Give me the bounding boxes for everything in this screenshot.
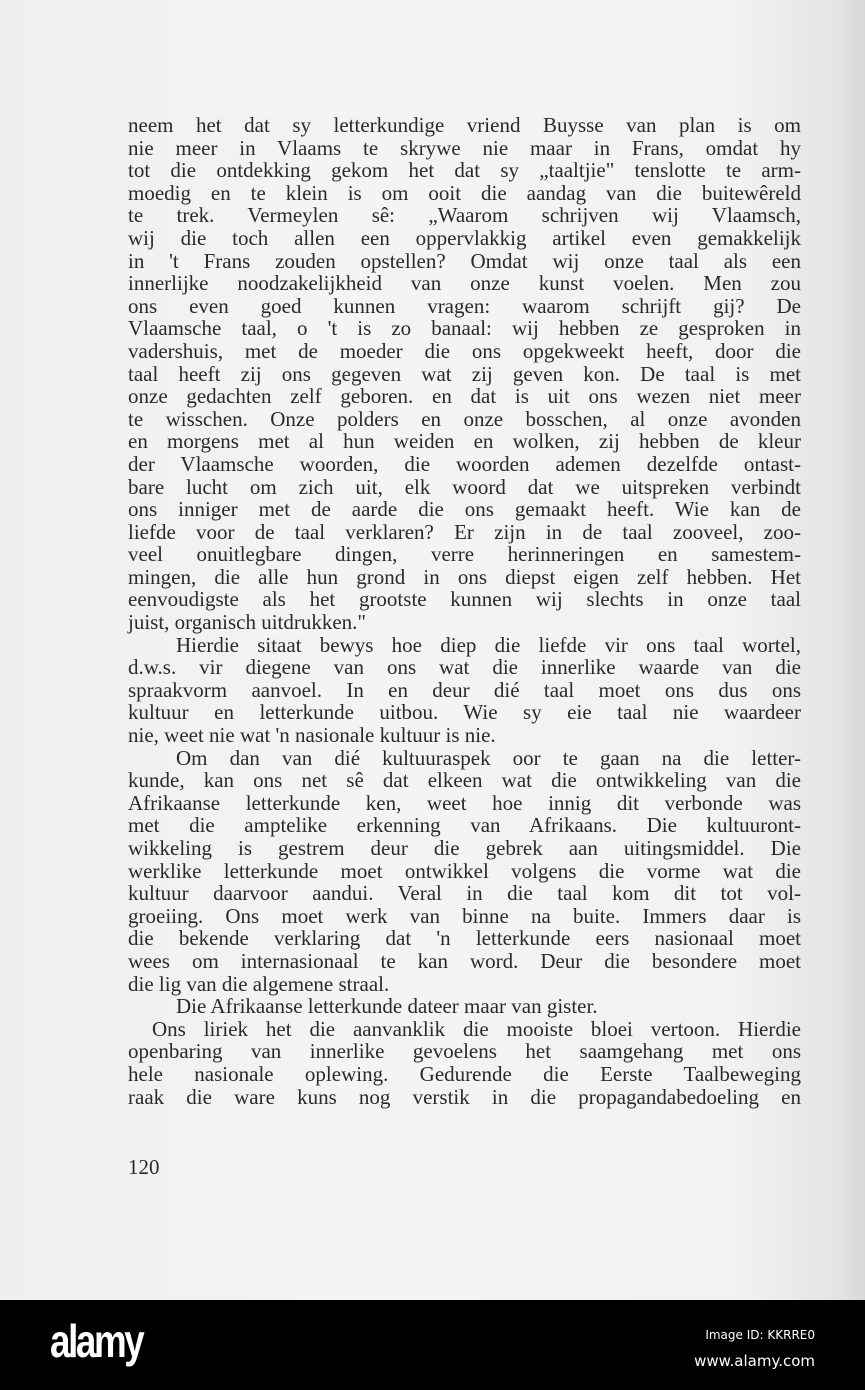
body-text [128, 114, 801, 1108]
text-line: met die amptelike erkenning van Afrikaans. Die kultuuront- [128, 813, 801, 838]
text-line: d.w.s. vir diegene van ons wat die innerlike waarde van die [128, 655, 801, 680]
text-line: onze gedachten zelf geboren. en dat is uit ons wezen niet meer [128, 384, 801, 409]
text-line: kultuur daarvoor aandui. Veral in die taal kom dit tot vol- [128, 881, 801, 906]
text-line: kultuur en letterkunde uitbou. Wie sy eie taal nie waardeer [128, 700, 801, 725]
text-line: vadershuis, met de moeder die ons opgekweekt heeft, door die [128, 338, 801, 363]
text-line: die bekende verklaring dat 'n letterkunde eers nasionaal moet [128, 926, 801, 951]
text-line: Vlaamsche taal, o 't is zo banaal: wij hebben ze gesproken in [128, 316, 801, 341]
text-line: veel onuitlegbare dingen, verre herinneringen en samestem- [128, 542, 801, 567]
text-line: kunde, kan ons net sê dat elkeen wat die ontwikkeling van die [128, 768, 801, 793]
text-line: liefde voor de taal verklaren? Er zijn in de taal zooveel, zoo- [128, 519, 801, 544]
alamy-logo: alamy [50, 1315, 143, 1367]
text-line: wikkeling is gestrem deur die gebrek aan uitingsmiddel. Die [128, 836, 801, 860]
text-line: wees om internasionaal te kan word. Deur die besondere moet [128, 948, 801, 973]
watermark-url: www.alamy.com [694, 1352, 815, 1370]
watermark-banner [0, 1300, 865, 1390]
text-line: Om dan van dié kultuuraspek oor te gaan na die letter- [176, 745, 801, 770]
text-line: moedig en te klein is om ooit die aandag van die buitewêreld [128, 180, 801, 205]
text-line: neem het dat sy letterkundige vriend Buysse van plan is om [128, 113, 801, 137]
text-line: bare lucht om zich uit, elk woord dat we uitspreken verbindt [128, 474, 801, 499]
text-line: te trek. Vermeylen sê: „Waarom schrijven wij Vlaamsch, [128, 203, 801, 228]
text-line: Hierdie sitaat bewys hoe diep die liefde vir ons taal wortel, [176, 632, 801, 657]
image-id: Image ID: KKRRE0 [705, 1328, 815, 1342]
text-line: mingen, die alle hun grond in ons diepst eigen zelf hebben. Het [128, 564, 801, 589]
text-line: spraakvorm aanvoel. In en deur dié taal moet ons dus ons [128, 677, 801, 702]
text-line: ons inniger met de aarde die ons gemaakt heeft. Wie kan de [128, 497, 801, 522]
text-line: werklike letterkunde moet ontwikkel volgens die vorme wat die [128, 858, 801, 883]
text-line: hele nasionale oplewing. Gedurende die Eerste Taalbeweging [128, 1061, 801, 1086]
text-line: ons even goed kunnen vragen: waarom schrijft gij? De [128, 293, 801, 318]
page-number: 120 [128, 1155, 160, 1179]
text-line: juist, organisch uitdrukken." [128, 610, 366, 635]
text-line: taal heeft zij ons gegeven wat zij geven kon. De taal is met [128, 361, 801, 386]
text-line: die lig van die algemene straal. [128, 971, 390, 996]
text-line: der Vlaamsche woorden, die woorden ademen dezelfde ontast- [128, 451, 801, 476]
text-line: eenvoudigste als het grootste kunnen wij slechts in onze taal [128, 587, 801, 612]
text-line: nie meer in Vlaams te skrywe nie maar in Frans, omdat hy [128, 135, 801, 160]
text-line: Ons liriek het die aanvanklik die mooiste bloei vertoon. Hierdie [152, 1016, 801, 1041]
text-line: tot die ontdekking gekom het dat sy „taaltjie" tenslotte te arm- [128, 158, 801, 183]
text-line: openbaring van innerlike gevoelens het saamgehang met ons [128, 1039, 801, 1064]
text-line: Afrikaanse letterkunde ken, weet hoe innig dit verbonde was [128, 790, 801, 815]
text-line: raak die ware kuns nog verstik in die propagandabedoeling en [128, 1084, 801, 1109]
text-line: te wisschen. Onze polders en onze bosschen, al onze avonden [128, 406, 801, 431]
text-line: nie, weet nie wat 'n nasionale kultuur is nie. [128, 723, 496, 748]
text-line: en morgens met al hun weiden en wolken, zij hebben de kleur [128, 429, 801, 454]
text-line: wij die toch allen een oppervlakkig artikel even gemakkelijk [128, 225, 801, 250]
text-line: groeiing. Ons moet werk van binne na buite. Immers daar is [128, 903, 801, 928]
text-line: in 't Frans zouden opstellen? Omdat wij onze taal als een [128, 248, 801, 273]
text-line: Die Afrikaanse letterkunde dateer maar van gister. [176, 994, 598, 1019]
text-line: innerlijke noodzakelijkheid van onze kunst voelen. Men zou [128, 271, 801, 296]
